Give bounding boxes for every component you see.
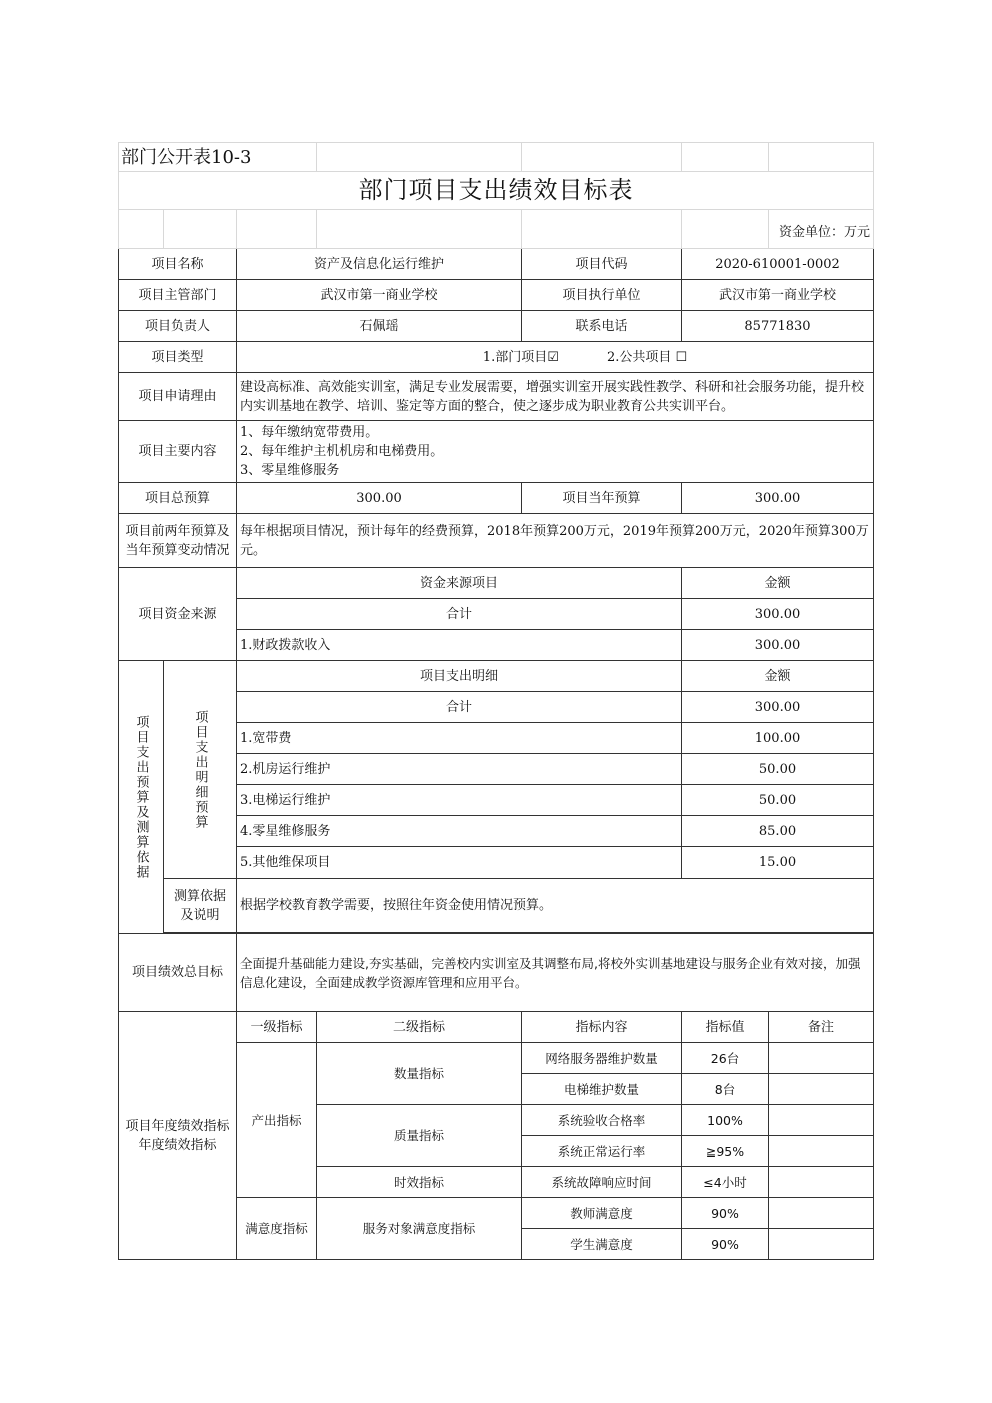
header-level1: 一级指标 [237,1012,317,1043]
content-item: 1、每年缴纳宽带费用。 [240,425,379,440]
project-type-label: 项目类型 [119,342,237,373]
content-item: 2、每年维护主机机房和电梯费用。 [240,444,444,459]
funding-total-label: 合计 [237,599,682,630]
indicator-note [769,1043,874,1074]
indicator-content: 学生满意度 [522,1229,682,1260]
dept-label: 项目主管部门 [119,280,237,311]
indicator-value: 100% [682,1105,769,1136]
checkbox-unchecked-icon[interactable]: ☐ [675,349,688,365]
total-budget-label: 项目总预算 [119,483,237,514]
exec-unit-label: 项目执行单位 [522,280,682,311]
expense-total-label: 合计 [237,692,682,723]
expense-outer-label: 项目支出预算及测算依据 [119,661,164,934]
expense-row-item: 3.电梯运行维护 [237,785,682,816]
expense-row-amount: 50.00 [682,754,874,785]
indicator-content: 教师满意度 [522,1198,682,1229]
project-type-options [237,342,874,373]
content-item: 3、零星维修服务 [240,463,340,478]
level2-quantity: 数量指标 [317,1043,522,1105]
history-label: 项目前两年预算及当年预算变动情况 [119,514,237,568]
indicator-content: 系统验收合格率 [522,1105,682,1136]
exec-unit-value: 武汉市第一商业学校 [682,280,874,311]
expense-header-item: 项目支出明细 [237,661,682,692]
basis-label: 测算依据及说明 [164,879,237,933]
indicator-content: 电梯维护数量 [522,1074,682,1105]
total-budget-value: 300.00 [237,483,522,514]
header-note: 备注 [769,1012,874,1043]
header-value: 指标值 [682,1012,769,1043]
indicator-value: ≤4小时 [682,1167,769,1198]
owner-label: 项目负责人 [119,311,237,342]
funding-header-amount: 金额 [682,568,874,599]
expense-row-item: 4.零星维修服务 [237,816,682,847]
level1-satisfaction: 满意度指标 [237,1198,317,1260]
indicator-value: 90% [682,1198,769,1229]
expense-row-amount: 100.00 [682,723,874,754]
reason-label: 项目申请理由 [119,373,237,421]
indicator-content: 网络服务器维护数量 [522,1043,682,1074]
indicator-note [769,1074,874,1105]
level1-output: 产出指标 [237,1043,317,1198]
checkbox-checked-icon[interactable]: ☑ [547,349,559,365]
project-name-value: 资产及信息化运行维护 [237,249,522,280]
performance-table [118,142,874,1260]
header-level2: 二级指标 [317,1012,522,1043]
performance-target-sheet [118,142,874,1260]
basis-text: 根据学校教育教学需要，按照往年资金使用情况预算。 [237,879,874,933]
current-budget-label: 项目当年预算 [522,483,682,514]
phone-label: 联系电话 [522,311,682,342]
goal-label: 项目绩效总目标 [119,934,237,1012]
indicator-content: 系统正常运行率 [522,1136,682,1167]
project-code-value: 2020-610001-0002 [682,249,874,280]
phone-value: 85771830 [682,311,874,342]
funding-header-item: 资金来源项目 [237,568,682,599]
dept-value: 武汉市第一商业学校 [237,280,522,311]
type-option-dept: 1.部门项目 [482,349,548,365]
indicator-note [769,1198,874,1229]
expense-row-amount: 85.00 [682,816,874,847]
header-content: 指标内容 [522,1012,682,1043]
expense-row-amount: 15.00 [682,847,874,879]
expense-row-amount: 50.00 [682,785,874,816]
history-text: 每年根据项目情况，预计每年的经费预算，2018年预算200万元，2019年预算200万元，2020年预算300万元。 [237,514,874,568]
project-code-label: 项目代码 [522,249,682,280]
indicator-note [769,1229,874,1260]
owner-value: 石佩瑶 [237,311,522,342]
expense-header-amount: 金额 [682,661,874,692]
project-name-label: 项目名称 [119,249,237,280]
expense-row-item: 5.其他维保项目 [237,847,682,879]
currency-unit: 资金单位：万元 [769,210,874,249]
expense-inner-label: 项目支出明细预算 [164,661,237,879]
funding-label: 项目资金来源 [119,568,237,661]
funding-total-value: 300.00 [682,599,874,630]
expense-total-value: 300.00 [682,692,874,723]
funding-row-amount: 300.00 [682,630,874,661]
level2-quality: 质量指标 [317,1105,522,1167]
indicator-content: 系统故障响应时间 [522,1167,682,1198]
indicator-value: 26台 [682,1043,769,1074]
indicator-value: 90% [682,1229,769,1260]
indicator-note [769,1105,874,1136]
indicator-value: ≧95% [682,1136,769,1167]
goal-text: 全面提升基础能力建设,夯实基础，完善校内实训室及其调整布局,将校外实训基地建设与服务企业有效对接，加强信息化建设，全面建成教学资源库管理和应用平台。 [237,934,874,1012]
content-list [237,421,874,483]
indicators-label: 项目年度绩效指标 年度绩效指标 [119,1012,237,1260]
type-option-public: 2.公共项目 [607,349,672,365]
indicator-value: 8台 [682,1074,769,1105]
expense-row-item: 1.宽带费 [237,723,682,754]
level2-service-satisfaction: 服务对象满意度指标 [317,1198,522,1260]
document-number: 部门公开表10-3 [119,143,317,172]
reason-text: 建设高标准、高效能实训室，满足专业发展需要，增强实训室开展实践性教学、科研和社会服务功能，提升校内实训基地在教学、培训、鉴定等方面的整合，使之逐步成为职业教育公共实训平台。 [237,373,874,421]
page-title: 部门项目支出绩效目标表 [119,172,874,210]
content-label: 项目主要内容 [119,421,237,483]
indicator-note [769,1167,874,1198]
indicator-note [769,1136,874,1167]
level2-timeliness: 时效指标 [317,1167,522,1198]
current-budget-value: 300.00 [682,483,874,514]
funding-row-item: 1.财政拨款收入 [237,630,682,661]
expense-row-item: 2.机房运行维护 [237,754,682,785]
